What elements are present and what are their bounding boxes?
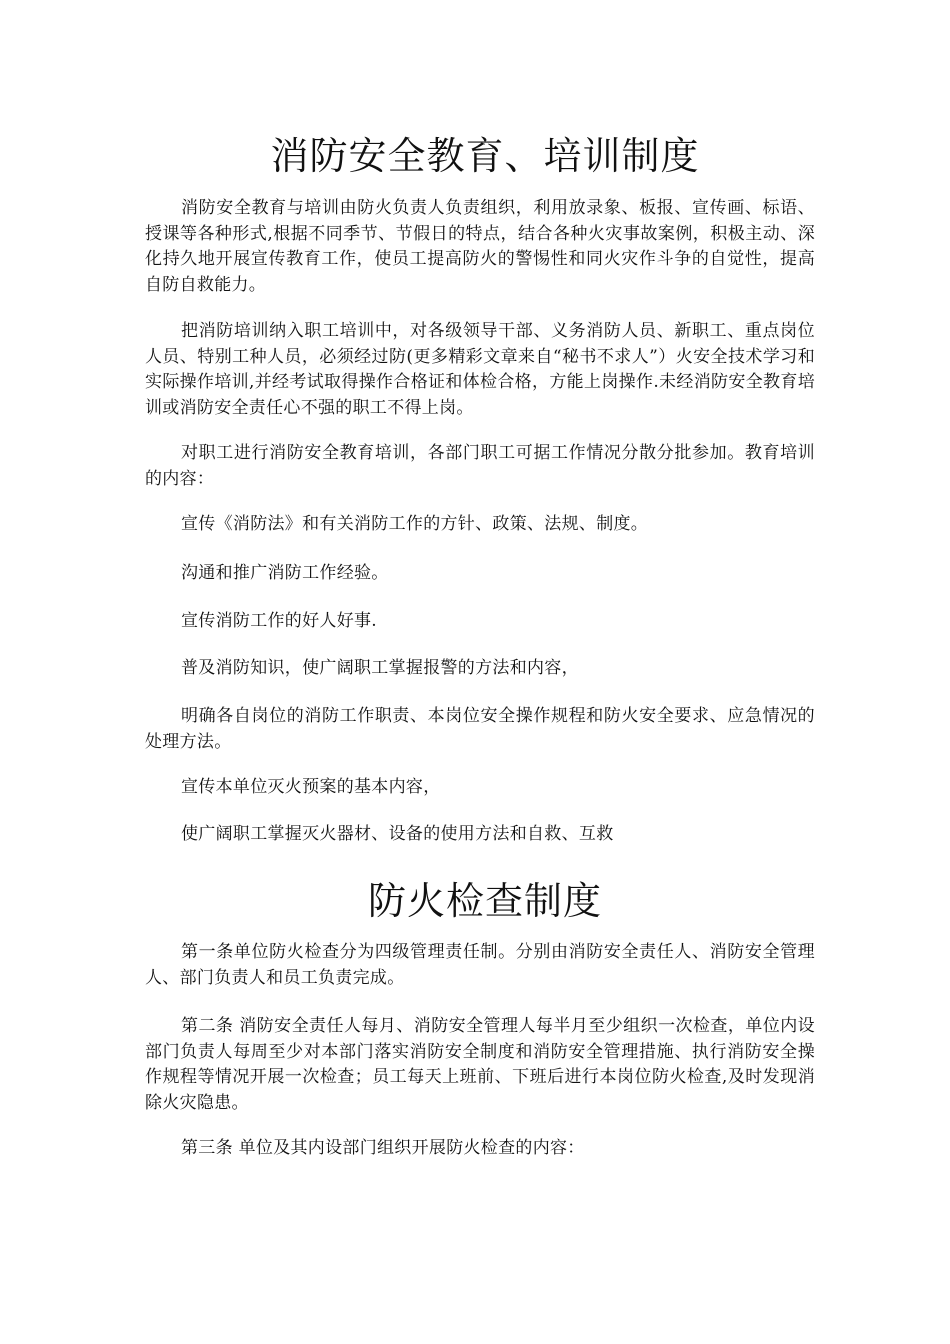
paragraph: 把消防培训纳入职工培训中，对各级领导干部、义务消防人员、新职工、重点岗位人员、特别工种人员，必须经过防(更多精彩文章来自“秘书不求人”）火安全技术学习和实际操作培训,并经考试取得操作合格证和体检合格，方能上岗操作.未经消防安全教育培训或消防安全责任心不强的职工不得上岗。: [145, 321, 815, 418]
list-item: 沟通和推广消防工作经验。: [181, 563, 389, 583]
list-item: 明确各自岗位的消防工作职责、本岗位安全操作规程和防火安全要求、应急情况的处理方法。: [145, 706, 815, 752]
paragraph: 消防安全教育与培训由防火负责人负责组织，利用放录象、板报、宣传画、标语、授课等各种形式,根据不同季节、节假日的特点，结合各种火灾事故案例，积极主动、深化持久地开展宣传教育工作，使员工提高防火的警惕性和同火灾作斗争的自觉性，提高自防自救能力。: [145, 198, 815, 295]
paragraph: 第三条 单位及其内设部门组织开展防火检查的内容：: [181, 1138, 585, 1158]
list-item: 宣传《消防法》和有关消防工作的方针、政策、法规、制度。: [181, 514, 649, 534]
paragraph: 第一条单位防火检查分为四级管理责任制。分别由消防安全责任人、消防安全管理人、部门负责人和员工负责完成。: [145, 942, 815, 988]
section-title-fire-inspection: 防火检查制度: [367, 879, 602, 923]
paragraph: 对职工进行消防安全教育培训，各部门职工可据工作情况分散分批参加。教育培训的内容：: [145, 443, 815, 489]
list-item: 普及消防知识，使广阔职工掌握报警的方法和内容，: [181, 658, 579, 678]
section-title-education: 消防安全教育、培训制度: [270, 134, 700, 178]
list-item: 宣传本单位灭火预案的基本内容，: [181, 777, 441, 797]
paragraph: 第二条 消防安全责任人每月、消防安全管理人每半月至少组织一次检查，单位内设部门负责人每周至少对本部门落实消防安全制度和消防安全管理措施、执行消防安全操作规程等情况开展一次检查；员工每天上班前、下班后进行本岗位防火检查,及时发现消除火灾隐患。: [145, 1016, 815, 1113]
list-item: 使广阔职工掌握灭火器材、设备的使用方法和自救、互救: [181, 824, 614, 844]
list-item: 宣传消防工作的好人好事.: [181, 611, 378, 631]
